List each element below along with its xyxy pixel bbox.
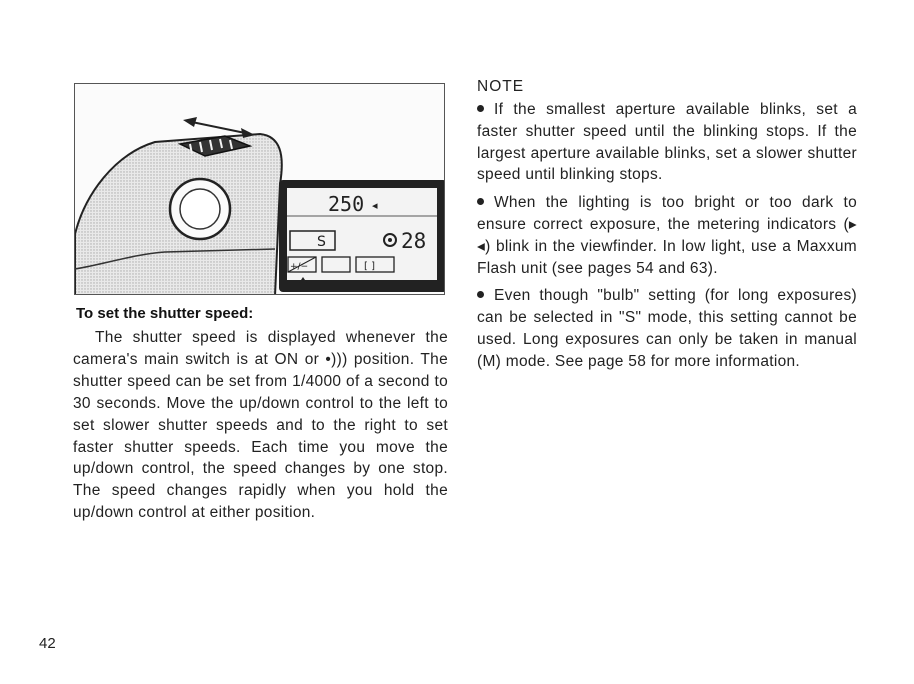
note-title: NOTE — [477, 78, 525, 95]
page-number: 42 — [39, 635, 56, 652]
camera-illustration — [74, 83, 445, 295]
note-item — [477, 99, 857, 186]
lcd-exp-comp-text: +/− — [290, 262, 309, 272]
bullet-icon — [477, 198, 484, 205]
note-item-text: Even though "bulb" setting (for long exposures) can be selected in "S" mode, this setting cannot be used. Long exposures can only be taken in manual (M) mode. See page 58 for more information. — [477, 287, 857, 370]
lcd-frame-text: [ ] — [364, 261, 375, 272]
camera-drawing — [75, 84, 445, 295]
note-item — [477, 285, 857, 372]
body-paragraph: The shutter speed is displayed whenever the camera's main switch is at ON or •))) position. The shutter speed can be set from 1/4000 of a second to 30 seconds. Move the up/down control to the left to set slower shutter speeds and to the right to set faster shutter speeds. Each time you move the up/down control, the speed changes by one stop. The speed changes rapidly when you hold the up/down control at either position. — [73, 329, 448, 522]
note-item — [477, 192, 857, 279]
note-item-text: When the lighting is too bright or too dark to ensure correct exposure, the metering indicators (▸ ◂) blink in the viewfinder. In low light, use a Maxxum Flash unit (see pages 54 and 63). — [477, 194, 857, 277]
note-item-text: If the smallest aperture available blinks, set a faster shutter speed until the blinking stops. If the largest aperture available blinks, set a slower shutter speed until blinking stops. — [477, 101, 857, 184]
bullet-icon — [477, 105, 484, 112]
lcd-shutter-text: 250 — [328, 192, 365, 216]
lcd-indicator-icon: ◂ — [372, 199, 378, 212]
bullet-icon — [477, 291, 484, 298]
lcd-aperture-text: 28 — [401, 229, 427, 253]
note-section — [477, 78, 857, 379]
section-heading: To set the shutter speed: — [76, 305, 254, 322]
lcd-mode-text: S — [317, 234, 326, 250]
body-paragraph-block — [73, 327, 448, 524]
